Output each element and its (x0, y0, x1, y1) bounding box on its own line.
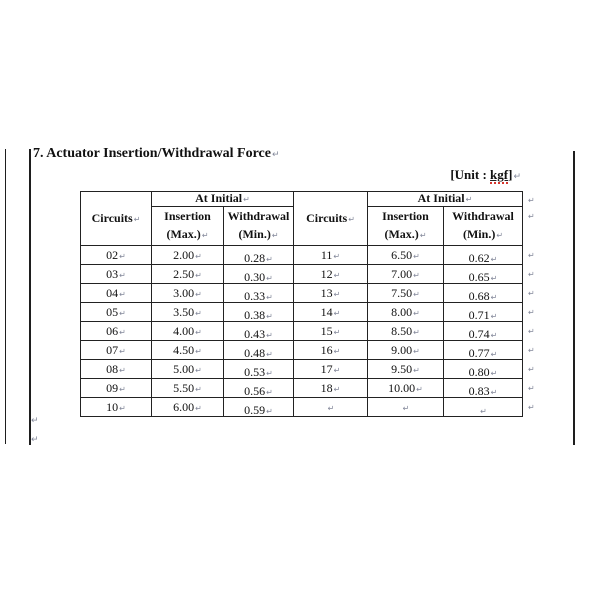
end-of-cell-mark-icon: ↵ (201, 231, 209, 240)
end-of-cell-mark-icon: ↵ (195, 289, 202, 299)
cell (224, 265, 294, 284)
end-of-row-mark-icon: ↵ (528, 288, 535, 298)
end-of-cell-mark-icon: ↵ (119, 251, 126, 261)
cell (152, 303, 224, 322)
end-of-cell-mark-icon: ↵ (490, 387, 498, 397)
end-of-cell-mark-icon: ↵ (490, 368, 498, 378)
cell (81, 360, 152, 379)
end-of-cell-mark-icon: ↵ (266, 330, 273, 340)
header-withdrawal-left: Withdrawal (Min.)↵ (224, 207, 294, 246)
cell (224, 360, 294, 379)
header-at-initial-left: At Initial↵ (152, 192, 294, 207)
cell (81, 341, 152, 360)
end-of-cell-mark-icon: ↵ (243, 195, 250, 204)
cell (368, 341, 444, 360)
cell (81, 303, 152, 322)
cell-value: 9.50 (391, 361, 413, 376)
cell (152, 341, 224, 360)
cell-value: 0.38 (244, 307, 266, 322)
end-of-cell-mark-icon: ↵ (266, 406, 273, 416)
cell (152, 265, 224, 284)
end-of-cell-mark-icon: ↵ (480, 406, 487, 416)
end-of-cell-mark-icon: ↵ (402, 403, 410, 413)
end-of-cell-mark-icon: ↵ (195, 346, 202, 356)
cell (368, 265, 444, 284)
end-of-cell-mark-icon: ↵ (119, 327, 126, 337)
end-of-cell-mark-icon: ↵ (465, 195, 473, 204)
end-of-row-mark-icon: ↵ (528, 307, 535, 317)
cell (81, 265, 152, 284)
end-of-row-mark-icon: ↵ (528, 383, 535, 393)
end-of-row-cell (523, 360, 539, 379)
end-of-cell-mark-icon: ↵ (490, 311, 498, 321)
end-of-row-cell (523, 207, 539, 246)
cell-value: 6.00 (173, 399, 195, 414)
cell-value: 0.48 (244, 345, 266, 360)
cell (224, 246, 294, 265)
end-of-cell-mark-icon: ↵ (333, 270, 341, 280)
cell (444, 246, 523, 265)
cell-value: 0.71 (468, 307, 490, 322)
cell (368, 398, 444, 417)
end-of-cell-mark-icon: ↵ (413, 327, 420, 337)
cell (152, 246, 224, 265)
cell (444, 341, 523, 360)
end-of-cell-mark-icon: ↵ (333, 346, 341, 356)
end-of-cell-mark-icon: ↵ (333, 289, 341, 299)
unit-label-prefix: [Unit : (450, 167, 491, 182)
cell (444, 322, 523, 341)
header-insertion-right: Insertion (Max.)↵ (368, 207, 444, 246)
cell (444, 303, 523, 322)
cell-value: 14 (320, 304, 333, 319)
end-of-cell-mark-icon: ↵ (119, 384, 126, 394)
cell (81, 379, 152, 398)
end-of-cell-mark-icon: ↵ (333, 251, 341, 261)
end-of-cell-mark-icon: ↵ (195, 327, 202, 337)
cell-value: 11 (320, 247, 333, 262)
cell (368, 303, 444, 322)
table-row (81, 360, 539, 379)
cell-value: 5.00 (173, 361, 195, 376)
cell (224, 341, 294, 360)
end-of-cell-mark-icon: ↵ (333, 365, 341, 375)
cell-value: 06 (106, 323, 119, 338)
cell-value: 0.53 (244, 364, 266, 379)
end-of-cell-mark-icon: ↵ (413, 251, 420, 261)
cell-value: 08 (106, 361, 119, 376)
cell (224, 303, 294, 322)
cell-value: 0.28 (244, 250, 266, 265)
end-of-cell-mark-icon: ↵ (490, 349, 498, 359)
cell-value: 9.00 (391, 342, 413, 357)
cell-value: 0.59 (244, 402, 266, 417)
end-of-row-cell (523, 379, 539, 398)
cell-value: 17 (320, 361, 333, 376)
end-of-cell-mark-icon: ↵ (496, 231, 504, 240)
end-of-cell-mark-icon: ↵ (266, 311, 273, 321)
table-row (81, 379, 539, 398)
table-row (81, 303, 539, 322)
end-of-line-mark-icon: ↵ (272, 150, 280, 160)
end-of-line-mark-icon: ↵ (513, 172, 521, 182)
cell-value: 0.56 (244, 383, 266, 398)
end-of-cell-mark-icon: ↵ (413, 308, 420, 318)
cell-value: 2.00 (173, 247, 195, 262)
cell (152, 284, 224, 303)
end-of-cell-mark-icon: ↵ (195, 403, 202, 413)
table-row (81, 322, 539, 341)
end-of-row-cell (523, 246, 539, 265)
end-of-row-mark-icon: ↵ (528, 364, 535, 374)
cell (224, 398, 294, 417)
end-of-cell-mark-icon: ↵ (133, 214, 141, 224)
cell (294, 360, 368, 379)
cell (152, 379, 224, 398)
cell-value: 8.00 (391, 304, 413, 319)
end-of-row-cell (523, 341, 539, 360)
cell-value: 05 (106, 304, 119, 319)
end-of-row-mark-icon: ↵ (528, 250, 535, 260)
cell (368, 379, 444, 398)
paragraph-mark-icon: ↵ (31, 416, 39, 426)
header-insertion-left: Insertion (Max.)↵ (152, 207, 224, 246)
cell (294, 284, 368, 303)
cell-value: 2.50 (173, 266, 195, 281)
end-of-row-mark-icon: ↵ (528, 326, 535, 336)
end-of-row-cell (523, 398, 539, 417)
unit-label (80, 167, 521, 183)
cell-value: 0.30 (244, 269, 266, 284)
cell-value: 10.00 (388, 380, 416, 395)
table-row (81, 246, 539, 265)
cell (368, 322, 444, 341)
cell (224, 379, 294, 398)
end-of-cell-mark-icon: ↵ (195, 270, 202, 280)
cell-value: 4.50 (173, 342, 195, 357)
cell-value: 0.77 (468, 345, 490, 360)
end-of-row-cell (523, 322, 539, 341)
unit-label-suffix: ] (508, 167, 513, 182)
cell (224, 322, 294, 341)
cell-value: 09 (106, 380, 119, 395)
page-border-left-inner (29, 149, 31, 445)
end-of-cell-mark-icon: ↵ (266, 292, 273, 302)
cell-value: 0.80 (468, 364, 490, 379)
end-of-cell-mark-icon: ↵ (413, 289, 420, 299)
cell-value: 13 (320, 285, 333, 300)
page-border-left-outer (5, 149, 6, 444)
end-of-cell-mark-icon: ↵ (416, 384, 423, 394)
end-of-cell-mark-icon: ↵ (195, 365, 202, 375)
end-of-cell-mark-icon: ↵ (119, 365, 126, 375)
end-of-row-mark-icon: ↵ (528, 269, 535, 279)
end-of-cell-mark-icon: ↵ (119, 346, 126, 356)
end-of-cell-mark-icon: ↵ (266, 254, 273, 264)
cell (368, 360, 444, 379)
unit-label-kgf: kgf (490, 167, 509, 182)
end-of-cell-mark-icon: ↵ (333, 327, 341, 337)
cell-value: 0.62 (468, 250, 490, 265)
cell (152, 398, 224, 417)
cell-value: 7.00 (391, 266, 413, 281)
end-of-cell-mark-icon: ↵ (266, 273, 273, 283)
cell-value: 02 (106, 247, 119, 262)
end-of-row-mark-icon: ↵ (528, 402, 535, 412)
table-row (81, 398, 539, 417)
cell (294, 246, 368, 265)
end-of-cell-mark-icon: ↵ (327, 403, 335, 413)
cell-value: 18 (320, 380, 333, 395)
end-of-cell-mark-icon: ↵ (119, 270, 126, 280)
cell (294, 341, 368, 360)
paragraph-mark-icon: ↵ (31, 435, 39, 445)
end-of-cell-mark-icon: ↵ (490, 292, 498, 302)
cell (294, 303, 368, 322)
table-row (81, 284, 539, 303)
end-of-cell-mark-icon: ↵ (119, 403, 126, 413)
cell-value: 0.83 (468, 383, 490, 398)
end-of-row-cell (523, 284, 539, 303)
cell (444, 360, 523, 379)
end-of-row-cell (523, 303, 539, 322)
cell (444, 398, 523, 417)
cell-value: 6.50 (391, 247, 413, 262)
cell-value: 8.50 (391, 323, 413, 338)
cell-value: 0.68 (468, 288, 490, 303)
end-of-row-mark-icon: ↵ (528, 195, 535, 205)
cell (444, 265, 523, 284)
cell (81, 398, 152, 417)
cell-value: 3.50 (173, 304, 195, 319)
end-of-cell-mark-icon: ↵ (419, 231, 427, 240)
cell-value: 04 (106, 285, 119, 300)
cell-value: 3.00 (173, 285, 195, 300)
header-circuits-left: Circuits↵ (81, 192, 152, 246)
end-of-row-mark-icon: ↵ (528, 211, 535, 221)
cell-value: 5.50 (173, 380, 195, 395)
cell-value: 0.65 (468, 269, 490, 284)
end-of-cell-mark-icon: ↵ (195, 251, 202, 261)
cell (81, 246, 152, 265)
end-of-cell-mark-icon: ↵ (490, 273, 498, 283)
cell (81, 322, 152, 341)
cell (81, 284, 152, 303)
page-border-right (573, 151, 575, 445)
cell (444, 284, 523, 303)
cell-value: 0.33 (244, 288, 266, 303)
end-of-cell-mark-icon: ↵ (333, 384, 341, 394)
cell-value: 4.00 (173, 323, 195, 338)
end-of-cell-mark-icon: ↵ (490, 254, 498, 264)
end-of-cell-mark-icon: ↵ (413, 346, 420, 356)
cell (444, 379, 523, 398)
end-of-row-cell (523, 192, 539, 207)
force-table (80, 191, 539, 417)
cell (152, 360, 224, 379)
cell (224, 284, 294, 303)
end-of-cell-mark-icon: ↵ (490, 330, 498, 340)
cell-value: 15 (320, 323, 333, 338)
cell-value: 10 (106, 399, 119, 414)
end-of-cell-mark-icon: ↵ (266, 387, 273, 397)
cell-value: 07 (106, 342, 119, 357)
end-of-cell-mark-icon: ↵ (266, 349, 273, 359)
cell (368, 284, 444, 303)
cell-value: 0.74 (468, 326, 490, 341)
end-of-cell-mark-icon: ↵ (119, 289, 126, 299)
section-title (33, 146, 280, 162)
cell (294, 322, 368, 341)
end-of-row-cell (523, 265, 539, 284)
cell-value: 03 (106, 266, 119, 281)
header-circuits-right: Circuits↵ (294, 192, 368, 246)
end-of-cell-mark-icon: ↵ (333, 308, 341, 318)
cell (294, 379, 368, 398)
cell-value: 7.50 (391, 285, 413, 300)
cell-value: 12 (320, 266, 333, 281)
end-of-cell-mark-icon: ↵ (266, 368, 273, 378)
end-of-cell-mark-icon: ↵ (195, 308, 202, 318)
cell-value: 16 (320, 342, 333, 357)
header-at-initial-right: At Initial↵ (368, 192, 523, 207)
cell (152, 322, 224, 341)
header-withdrawal-right: Withdrawal (Min.)↵ (444, 207, 523, 246)
end-of-cell-mark-icon: ↵ (271, 231, 279, 240)
cell (368, 246, 444, 265)
end-of-cell-mark-icon: ↵ (413, 365, 420, 375)
end-of-row-mark-icon: ↵ (528, 345, 535, 355)
end-of-cell-mark-icon: ↵ (195, 384, 202, 394)
end-of-cell-mark-icon: ↵ (348, 214, 355, 224)
end-of-cell-mark-icon: ↵ (119, 308, 126, 318)
cell (294, 398, 368, 417)
cell (294, 265, 368, 284)
table-body (81, 246, 539, 417)
end-of-cell-mark-icon: ↵ (413, 270, 420, 280)
section-title-text: 7. Actuator Insertion/Withdrawal Force (33, 146, 271, 161)
table-header-row-1 (81, 192, 539, 207)
table-row (81, 265, 539, 284)
table-row (81, 341, 539, 360)
cell-value: 0.43 (244, 326, 266, 341)
